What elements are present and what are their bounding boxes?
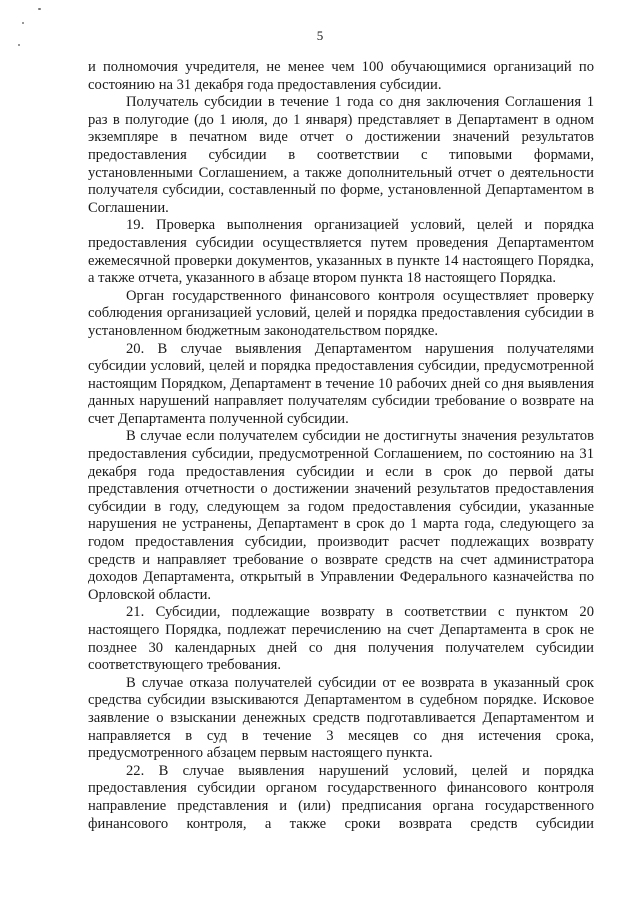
paragraph-results-not-achieved: В случае если получателем субсидии не достигнуты значения результатов предоставления субсидии, предусмотренной Соглашением, по состоянию на 31 декабря года предоставления субсидии и если в срок до первой даты представления отчетности о достижении значений результатов предоставления субсидии в году, следующем за годом предоставления субсидии, указанные нарушения не устранены, Департамент в срок до 1 марта года, следующего за годом предоставления субсидии, производит расчет подлежащих возврату средств и направляет требование о возврате средств на счет администратора доходов Департамента, открытый в Управлении Федерального казначейства по Орловской области. xyxy=(88,428,594,603)
document-body xyxy=(88,59,594,833)
paragraph-item-21: 21. Субсидии, подлежащие возврату в соответствии с пунктом 20 настоящего Порядка, подлежат перечислению на счет Департамента в срок не позднее 30 календарных дней со дня получения получателем субсидии соответствующего требования. xyxy=(88,604,594,674)
paragraph-refusal-to-return: В случае отказа получателей субсидии от ее возврата в указанный срок средства субсидии взыскиваются Департаментом в судебном порядке. Исковое заявление о взыскании денежных средств подготавливается Департаментом и направляется в суд в течение 3 месяцев со дня истечения срока, предусмотренного абзацем первым настоящего пункта. xyxy=(88,674,594,762)
scan-artifact-mark xyxy=(22,22,24,24)
paragraph-continuation: и полномочия учредителя, не менее чем 100 обучающимися организаций по состоянию на 31 декабря года предоставления субсидии. xyxy=(88,59,594,93)
scan-artifact-mark xyxy=(18,44,20,46)
paragraph-item-22: 22. В случае выявления нарушений условий, целей и порядка предоставления субсидии органом государственного финансового контроля направление представления и (или) предписания органа государственного финансового контроля, а также сроки возврата средств субсидии xyxy=(88,762,594,832)
paragraph-item-20: 20. В случае выявления Департаментом нарушения получателями субсидии условий, целей и порядка предоставления субсидии, предусмотренной настоящим Порядком, Департамент в течение 10 рабочих дней со дня выявления данных нарушений направляет получателям субсидии требование о возврате на счет Департамента полученной субсидии. xyxy=(88,340,594,427)
scan-artifact-mark xyxy=(38,8,41,10)
paragraph-report-requirements: Получатель субсидии в течение 1 года со дня заключения Соглашения 1 раз в полугодие (до 1 июля, до 1 января) представляет в Департамент в одном экземпляре в печатном виде отчет о достижении значений результатов предоставления субсидии в соответствии с типовыми формами, установленными Соглашением, а также дополнительный отчет о деятельности получателя субсидии, составленный по форме, установленной Департаментом в Соглашении. xyxy=(88,94,594,216)
paragraph-financial-control: Орган государственного финансового контроля осуществляет проверку соблюдения организацией условий, целей и порядка предоставления субсидии в установленном бюджетным законодательством порядке. xyxy=(88,287,594,339)
paragraph-item-19: 19. Проверка выполнения организацией условий, целей и порядка предоставления субсидии осуществляется путем проведения Департаментом ежемесячной проверки документов, указанных в пункте 14 настоящего Порядка, а также отчета, указанного в абзаце втором пункта 18 настоящего Порядка. xyxy=(88,217,594,287)
page-number: 5 xyxy=(316,28,324,43)
